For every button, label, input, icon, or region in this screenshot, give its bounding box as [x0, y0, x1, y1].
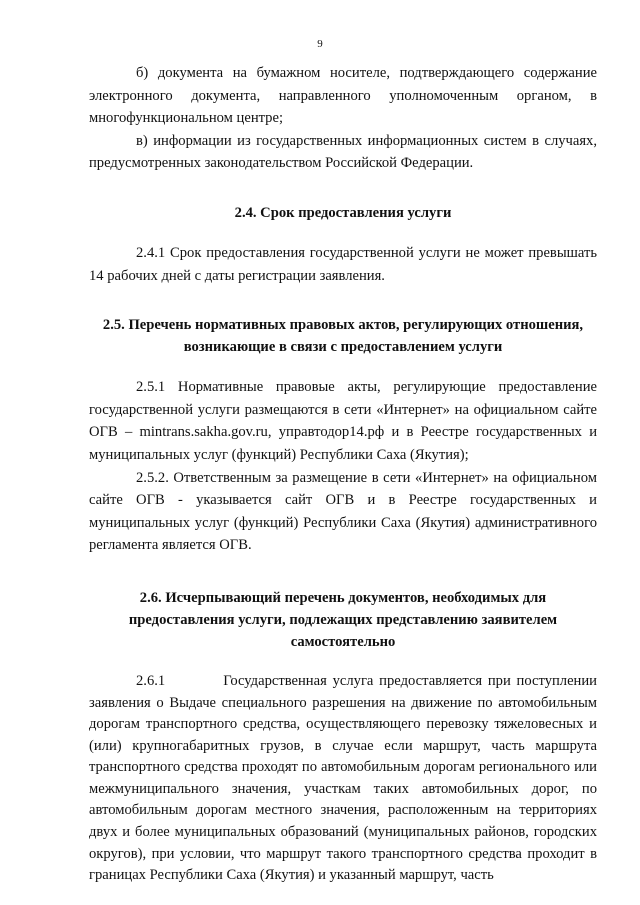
section-heading-2-6: 2.6. Исчерпывающий перечень документов, необходимых для предоставления услуги, подлежащих представлению заявителем самостоятельно: [128, 589, 558, 650]
paragraph-2-5-1: 2.5.1 Нормативные правовые акты, регулирующие предоставление государственной услуги размещаются в сети «Интернет» на официальном сайте ОГВ – mintrans.sakha.gov.ru, управтодор14.рф и в Реестре государственных и муниципальных услуг (функций) Республики Саха (Якутия);: [89, 379, 597, 463]
paragraph-item-b: б) документа на бумажном носителе, подтверждающего содержание электронного документа, направленного уполномоченным органом, в многофункциональном центре;: [89, 65, 597, 127]
paragraph-item-v: в) информации из государственных информационных систем в случаях, предусмотренных законодательством Российской Федерации.: [89, 132, 597, 172]
page-number: 9: [317, 38, 323, 50]
paragraph-text: Государственная услуга предоставляется при поступлении заявления о Выдаче специального разрешения на движение по автомобильным дорогам транспортного средства, осуществляющего перевозку тяжеловесных и (или) крупногабаритных грузов, в случае если маршрут, часть маршрута транспортного средства проходят по автомобильным дорогам регионального или межмуниципального значения, участкам таких автомобильных дорог, по автомобильным дорогам местного значения, расположенным на территориях двух и более муниципальных образований (муниципальных районов, городских округов), при условии, что маршрут такого транспортного средства проходит в границах Республики Саха (Якутия) и указанный маршрут, часть: [89, 672, 597, 884]
section-heading-2-5: 2.5. Перечень нормативных правовых актов, регулирующих отношения, возникающие в связи с предоставлением услуги: [102, 317, 584, 356]
document-body: [89, 62, 597, 887]
paragraph-number: 2.6.1: [136, 672, 166, 689]
section-heading-2-4: 2.4. Срок предоставления услуги: [234, 204, 452, 221]
paragraph-2-4-1: 2.4.1 Срок предоставления государственной услуги не может превышать 14 рабочих дней с даты регистрации заявления.: [89, 244, 597, 284]
paragraph-2-6-1: [89, 671, 597, 887]
paragraph-2-5-2: 2.5.2. Ответственным за размещение в сети «Интернет» на официальном сайте ОГВ - указывается сайт ОГВ и в Реестре государственных и муниципальных услуг (функций) Республики Саха (Якутия) административного регламента является ОГВ.: [89, 469, 597, 554]
